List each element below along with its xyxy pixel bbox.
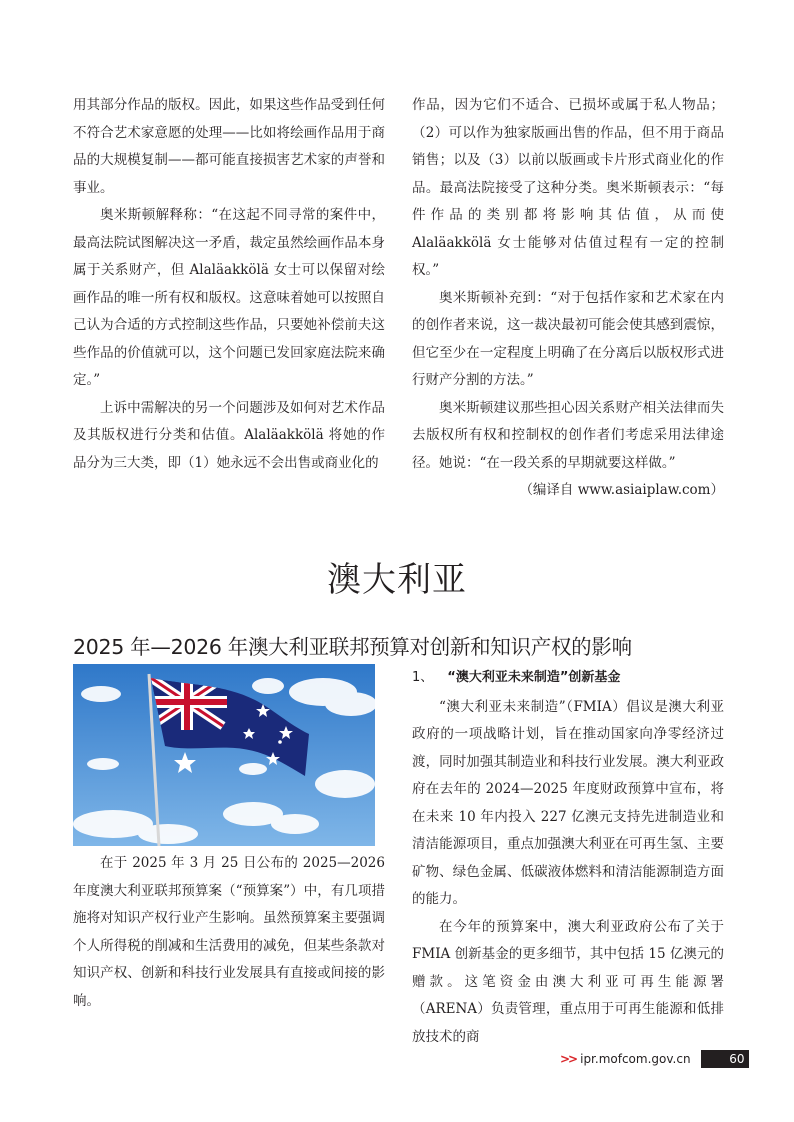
paragraph: 在今年的预算案中，澳大利亚政府公布了关于 FMIA 创新基金的更多细节，其中包括 15 亿澳元的赠款。这笔资金由澳大利亚可再生能源署（ARENA）负责管理，重点用于可再生能源和低排放技术的商 [412,918,724,1045]
paragraph: 奥米斯顿解释称：“在这起不同寻常的案件中，最高法院试图解决这一矛盾，裁定虽然绘画作品本身属于关系财产，但 Alaläakkölä 女士可以保留对绘画作品的唯一所有权和版权。这意味着她可以按照自己认为合适的方式控制这些作品，只要她补偿前夫这些作品的价值就可以，这个问题已发回家庭法院来确定。” [73,207,385,388]
sub-heading-number: 1、 [412,670,434,685]
top-right-column [412,92,724,505]
section-title: 澳大利亚 [327,560,467,600]
article-title: 2025 年—2026 年澳大利亚联邦预算对创新和知识产权的影响 [73,635,632,659]
australian-flag-photo [73,664,375,846]
source-credit: （编译自 www.asiaiplaw.com） [519,482,724,498]
sub-heading [412,664,724,692]
paragraph: 在于 2025 年 3 月 25 日公布的 2025—2026 年度澳大利亚联邦预算案（“预算案”）中，有几项措施将对知识产权行业产生影响。虽然预算案主要强调个人所得税的削减和生活费用的减免，但某些条款对知识产权、创新和科技行业发展具有直接或间接的影响。 [73,855,385,1009]
paragraph: 用其部分作品的版权。因此，如果这些作品受到任何不符合艺术家意愿的处理——比如将绘画作品用于商品的大规模复制——都可能直接损害艺术家的声誉和事业。 [73,97,385,196]
page-number: 60 [701,1050,749,1068]
paragraph: 奥米斯顿建议那些担心因关系财产相关法律而失去版权所有权和控制权的创作者们考虑采用法律途径。她说：“在一段关系的早期就要这样做。” [412,399,724,471]
paragraph: 上诉中需解决的另一个问题涉及如何对艺术作品及其版权进行分类和估值。Alaläakkölä 将她的作品分为三大类，即（1）她永远不会出售或商业化的 [73,399,385,471]
footer [560,1050,749,1068]
top-left-column [73,92,385,477]
chevron-right-icon: >> [560,1052,577,1066]
paragraph: 作品，因为它们不适合、已损坏或属于私人物品；（2）可以作为独家版画出售的作品，但不用于商品销售；以及（3）以前以版画或卡片形式商业化的作品。最高法院接受了这种分类。奥米斯顿表示：“每件作品的类别都将影响其估值，从而使 Alaläakkölä 女士能够对估值过程有一定的控制权。” [412,97,724,278]
sub-heading-text: “澳大利亚未来制造”创新基金 [447,670,621,685]
bottom-right-column [412,664,724,1051]
paragraph: “澳大利亚未来制造”（FMIA）倡议是澳大利亚政府的一项战略计划，旨在推动国家向净零经济过渡，同时加强其制造业和科技行业发展。澳大利亚政府在去年的 2024—2025 年度财政预算中宣布，将在未来 10 年内投入 227 亿澳元支持先进制造业和清洁能源项目，重点加强澳大利亚在可再生氢、主要矿物、绿色金属、低碳液体燃料和清洁能源制造方面的能力。 [412,698,724,907]
footer-url[interactable]: ipr.mofcom.gov.cn [580,1052,691,1066]
paragraph: 奥米斯顿补充到：“对于包括作家和艺术家在内的创作者来说，这一裁决最初可能会使其感到震惊，但它至少在一定程度上明确了在分离后以版权形式进行财产分割的方法。” [412,289,724,388]
bottom-left-column [73,850,385,1015]
